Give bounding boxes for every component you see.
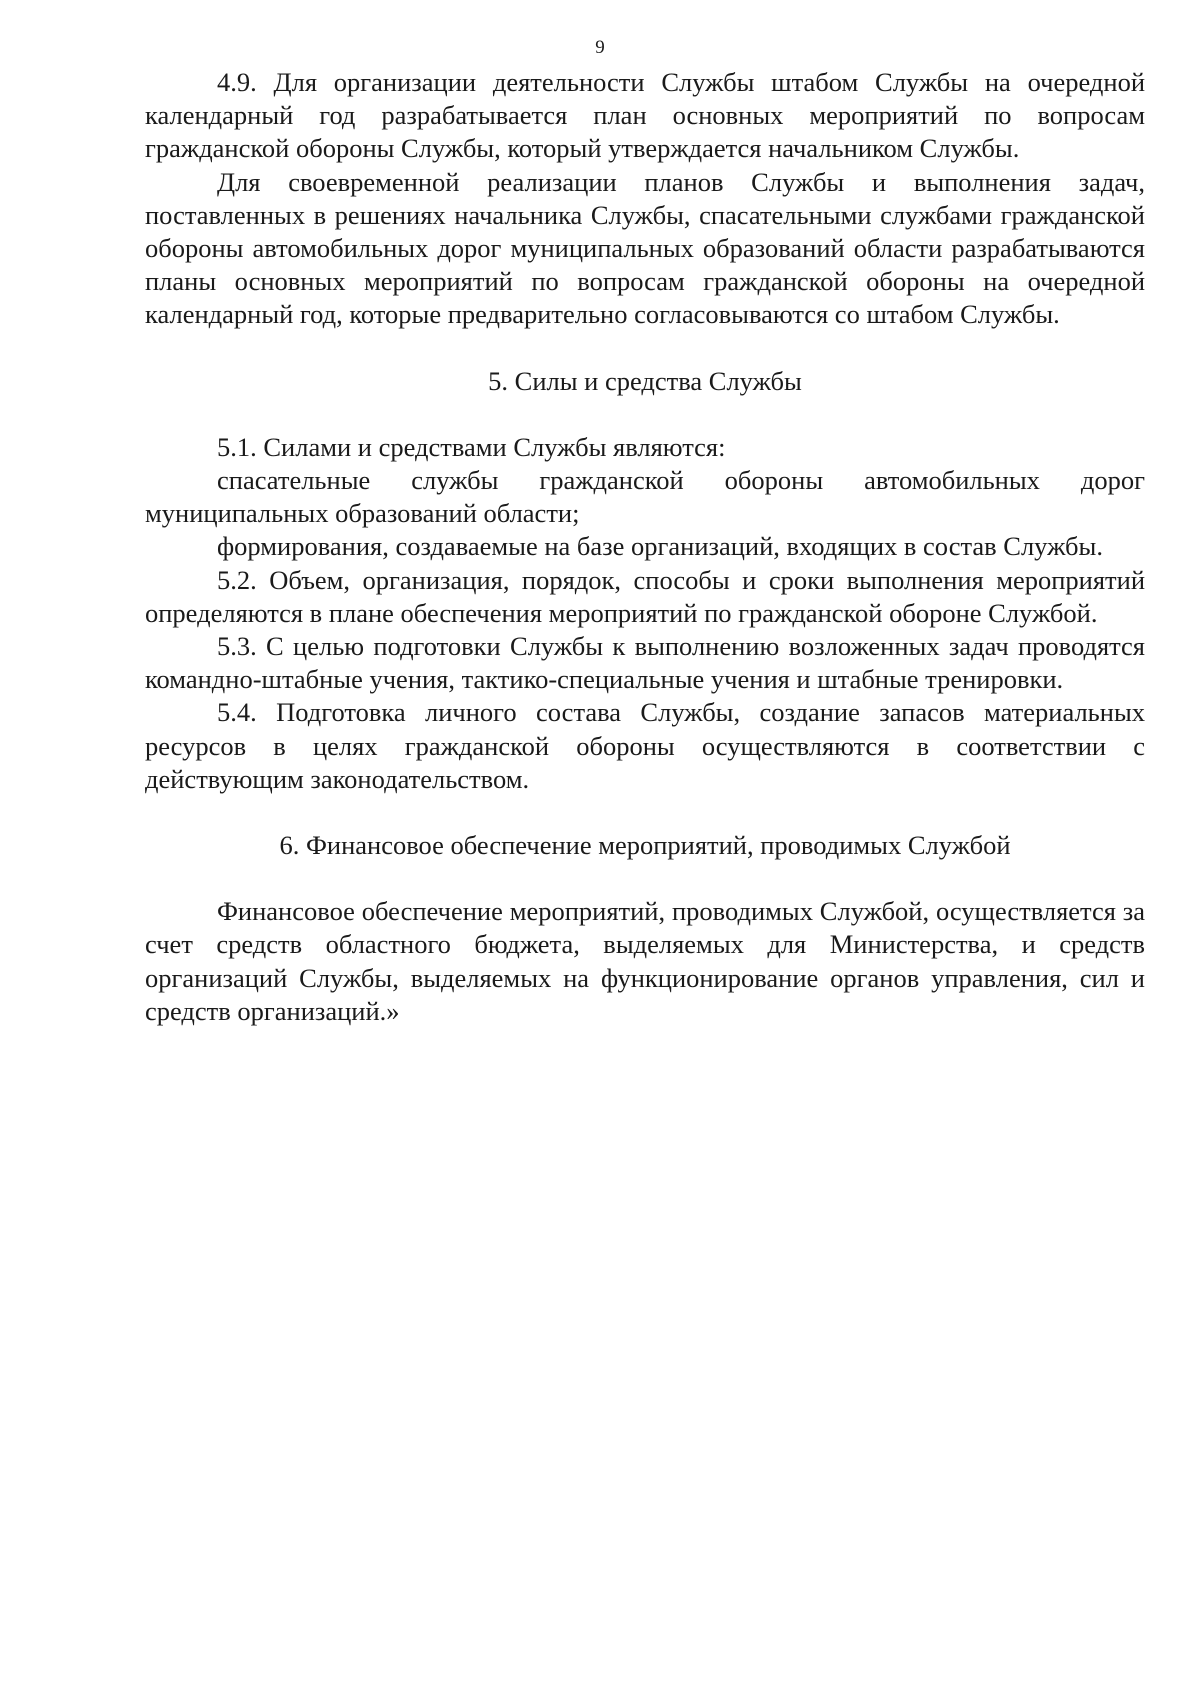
section-6-heading: 6. Финансовое обеспечение мероприятий, проводимых Службой: [279, 830, 1011, 861]
paragraph-5-1-item-1: спасательные службы гражданской обороны автомобильных дорог муниципальных образований области;: [145, 465, 1145, 529]
document-body: [145, 40, 1145, 1028]
section-6-block: [145, 895, 1145, 1028]
section-5-heading: 5. Силы и средства Службы: [488, 365, 802, 396]
page-number: 9: [595, 37, 605, 58]
paragraph-5-4: 5.4. Подготовка личного состава Службы, создание запасов материальных ресурсов в целях гражданской обороны осуществляются в соответствии с действующим законодательством.: [145, 697, 1145, 794]
paragraph-6-funding: Финансовое обеспечение мероприятий, проводимых Службой, осуществляется за счет средств областного бюджета, выделяемых для Министерства, и средств организаций Службы, выделяемых на функционирование органов управления, сил и средств организаций.»: [145, 896, 1145, 1026]
section-4-block: [145, 66, 1145, 332]
paragraph-5-1: 5.1. Силами и средствами Службы являются:: [217, 431, 726, 462]
paragraph-4-9: 4.9. Для организации деятельности Службы штабом Службы на очередной календарный год разрабатывается план основных мероприятий по вопросам гражданской обороны Службы, который утверждается начальником Службы.: [145, 67, 1145, 164]
section-5-block: [145, 431, 1145, 796]
paragraph-5-1-item-2: формирования, создаваемые на базе организаций, входящих в состав Службы.: [217, 531, 1103, 562]
paragraph-4-9-plans: Для своевременной реализации планов Службы и выполнения задач, поставленных в решениях начальника Службы, спасательными службами гражданской обороны автомобильных дорог муниципальных образований области разрабатываются планы основных мероприятий по вопросам гражданской обороны на очередной календарный год, которые предварительно согласовываются со штабом Службы.: [145, 166, 1145, 330]
paragraph-5-3: 5.3. С целью подготовки Службы к выполнению возложенных задач проводятся командно-штабные учения, тактико-специальные учения и штабные тренировки.: [145, 631, 1145, 695]
paragraph-5-2: 5.2. Объем, организация, порядок, способы и сроки выполнения мероприятий определяются в плане обеспечения мероприятий по гражданской обороне Службой.: [145, 564, 1145, 628]
